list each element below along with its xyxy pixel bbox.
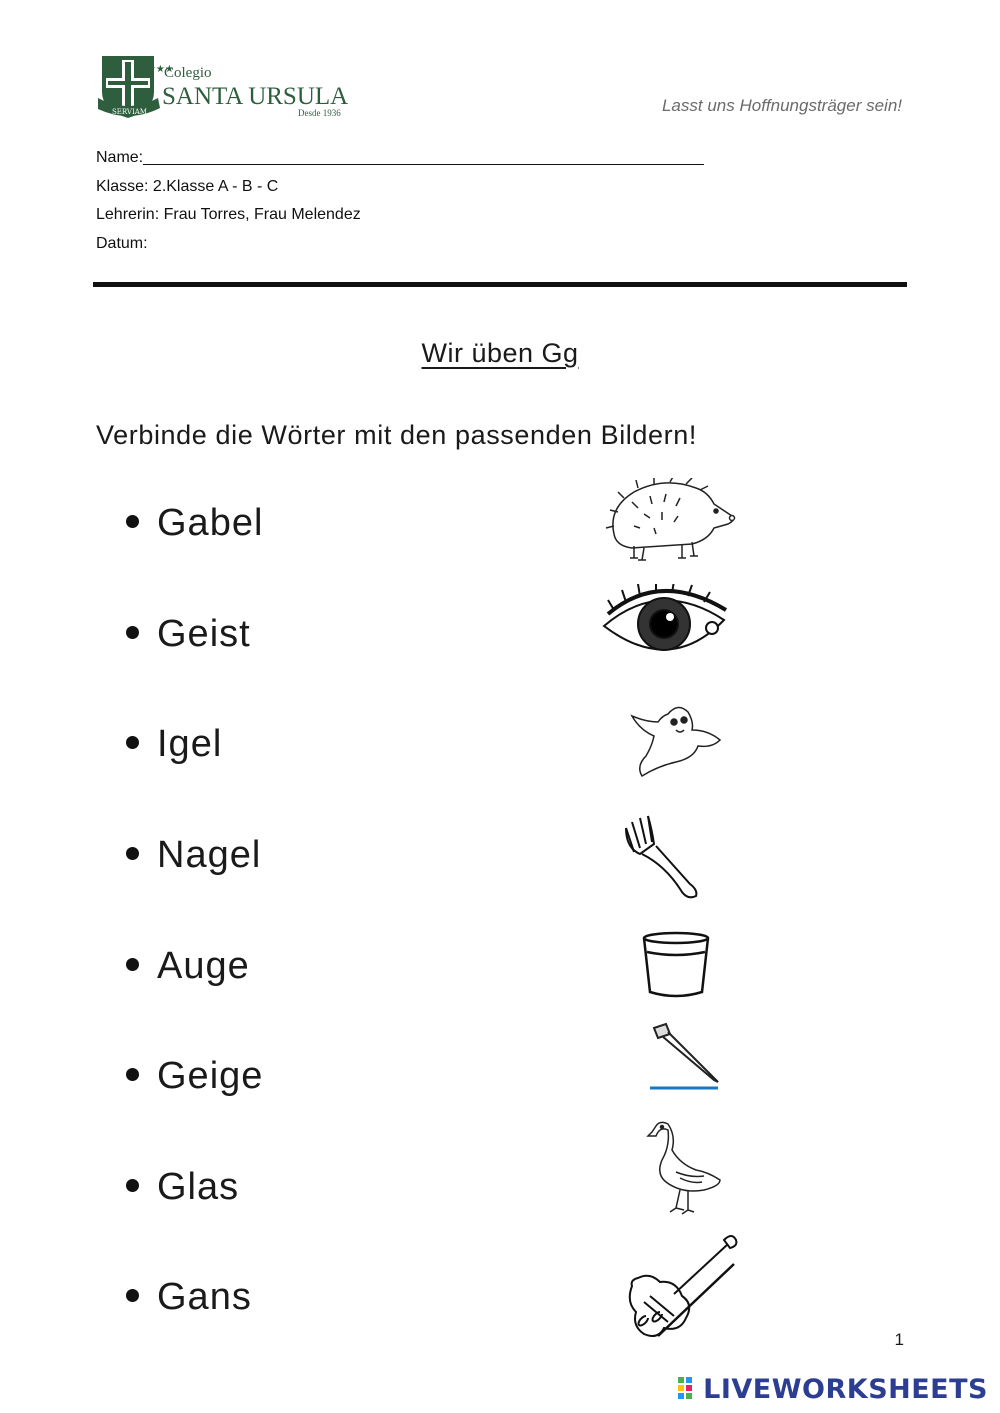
bullet-icon	[126, 736, 139, 749]
violin-picture[interactable]	[624, 1232, 742, 1342]
lehrerin-line: Lehrerin: Frau Torres, Frau Melendez	[96, 206, 361, 223]
logo-line-1: Colegio	[164, 65, 212, 81]
bullet-icon	[126, 847, 139, 860]
bullet-icon	[126, 958, 139, 971]
glass-picture[interactable]	[640, 930, 712, 1000]
school-logo	[98, 52, 360, 122]
word-item-gabel[interactable]: Gabel	[126, 498, 263, 548]
worksheet-instruction: Verbinde die Wörter mit den passenden Bildern!	[96, 420, 697, 450]
hedgehog-picture[interactable]	[604, 478, 740, 564]
name-field-line[interactable]: Name:_______________________________________________________________	[96, 149, 704, 166]
nail-picture[interactable]	[644, 1022, 722, 1092]
fork-picture[interactable]	[620, 808, 710, 900]
liveworksheets-wordmark: LIVEWORKSHEETS	[703, 1373, 988, 1405]
bullet-icon	[126, 1068, 139, 1081]
worksheet-title: Wir üben Gg	[421, 338, 579, 368]
word-item-geist[interactable]: Geist	[126, 609, 251, 659]
bullet-icon	[126, 1179, 139, 1192]
logo-line-2: SANTA URSULA	[162, 83, 349, 110]
school-motto: Lasst uns Hoffnungsträger sein!	[661, 96, 902, 115]
bullet-icon	[126, 1289, 139, 1302]
klasse-line: Klasse: 2.Klasse A - B - C	[96, 177, 279, 195]
liveworksheets-logo-icon	[678, 1377, 700, 1401]
ghost-picture[interactable]	[628, 700, 724, 780]
bullet-icon	[126, 515, 139, 528]
header-divider	[93, 282, 907, 287]
eye-picture[interactable]	[600, 584, 734, 676]
logo-ribbon: SERVIAM	[112, 108, 147, 116]
datum-line: Datum:	[96, 234, 148, 252]
word-item-geige[interactable]: Geige	[126, 1051, 263, 1101]
page-number: 1	[894, 1330, 904, 1349]
goose-picture[interactable]	[646, 1116, 724, 1220]
word-item-glas[interactable]: Glas	[126, 1162, 239, 1212]
word-item-igel[interactable]: Igel	[126, 719, 222, 769]
liveworksheets-brand	[678, 1372, 988, 1406]
bullet-icon	[126, 626, 139, 639]
word-item-nagel[interactable]: Nagel	[126, 830, 261, 880]
word-item-gans[interactable]: Gans	[126, 1272, 252, 1322]
word-item-auge[interactable]: Auge	[126, 941, 250, 991]
student-info-block	[96, 144, 704, 258]
logo-line-3: Desde 1936	[298, 108, 341, 118]
svg-text:★★★★: ★★★★	[138, 64, 174, 75]
